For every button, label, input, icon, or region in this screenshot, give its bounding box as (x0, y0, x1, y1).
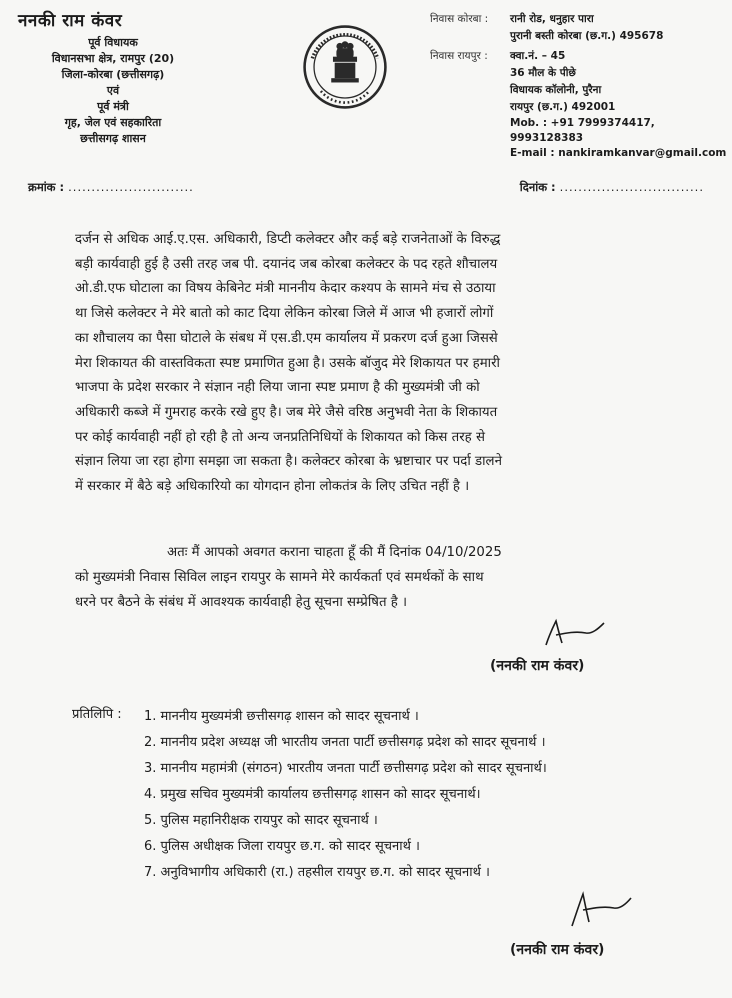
email-address: E-mail : nankiramkanvar@gmail.com (510, 147, 727, 159)
body-line: भाजपा के प्रदेश सरकार ने संज्ञान नही लिया जाना स्पष्ट प्रमाण है की मुख्यमंत्री जी को (75, 380, 480, 396)
address-korba-line1: रानी रोड, धनुहार पारा (510, 13, 594, 25)
body-line: था जिसे कलेक्टर ने मेरे बातो को काट दिया लेकिन कोरबा जिले में आज भी हजारों लोगों (75, 306, 494, 322)
signature-icon-2 (566, 888, 636, 932)
kramank-dots: ........................... (68, 180, 194, 194)
body-line: अधिकारी कब्जे में गुमराह करके रखे हुए है। जब मेरे जैसे वरिष्ठ अनुभवी नेता के शिकायत (75, 404, 498, 420)
closing-line: अतः मैं आपको अवगत कराना चाहता हूँ की मैं दिनांक 04/10/2025 (167, 545, 502, 560)
signature-name-2: (ननकी राम कंवर) (510, 942, 605, 958)
closing-line: को मुख्यमंत्री निवास सिविल लाइन रायपुर के सामने मेरे कार्यकर्ता एवं समर्थकों के साथ (75, 570, 484, 585)
letterhead-line: छत्तीसगढ़ शासन (80, 132, 146, 145)
address-raipur-line1: क्वा.नं. – 45 (510, 50, 566, 62)
copy-item: 6. पुलिस अधीक्षक जिला रायपुर छ.ग. को सादर सूचनार्थ । (144, 839, 420, 854)
letterhead-line: जिला-कोरबा (छत्तीसगढ़) (61, 68, 165, 81)
closing-line: धरने पर बैठने के संबंध में आवश्यक कार्यवाही हेतु सूचना सम्प्रेषित है । (75, 595, 408, 610)
letter-closing (75, 540, 695, 615)
copy-item: 2. माननीय प्रदेश अध्यक्ष जी भारतीय जनता पार्टी छत्तीसगढ़ प्रदेश को सादर सूचनार्थ । (144, 735, 546, 750)
dinank-label: दिनांक : (519, 180, 556, 194)
body-line: पर कोई कार्यवाही नहीं हो रही है तो अन्य जनप्रतिनिधियों के शिकायत को किस तरह से (75, 429, 485, 445)
copy-item: 4. प्रमुख सचिव मुख्यमंत्री कार्यालय छत्तीसगढ़ शासन को सादर सूचनार्थ। (144, 787, 481, 802)
address-raipur-line4: रायपुर (छ.ग.) 492001 (510, 101, 616, 113)
body-line: ओ.डी.एफ घोटाला का विषय केबिनेट मंत्री माननीय केदार कश्यप के सामने मंच से उठाया (75, 281, 496, 297)
body-line: मेरा शिकायत की वास्तविकता स्पष्ट प्रमाणित हुआ है। उसके बॉजुद मेरे शिकायत पर हमारी (75, 355, 500, 371)
letterhead-name: ननकी राम कंवर (18, 11, 123, 31)
kramank-label: क्रमांक : (28, 180, 65, 194)
address-raipur-label: निवास रायपुर : (430, 50, 488, 62)
copy-item: 5. पुलिस महानिरीक्षक रायपुर को सादर सूचनार्थ । (144, 813, 378, 828)
copy-list (144, 704, 547, 886)
body-line: संज्ञान लिया जा रहा होगा समझा जा सकता है। कलेक्टर कोरबा के भ्रष्टाचार पर पर्दा डालने (75, 454, 502, 470)
address-korba-label: निवास कोरबा : (430, 13, 489, 25)
letterhead-line: एवं (106, 84, 120, 97)
copy-item: 3. माननीय महामंत्री (संगठन) भारतीय जनता पार्टी छत्तीसगढ़ प्रदेश को सादर सूचनार्थ। (144, 761, 547, 776)
dinank-dots: ............................... (559, 180, 704, 194)
letterhead-line: पूर्व मंत्री (97, 100, 129, 113)
address-raipur-line3: विधायक कॉलोनी, पुरैना (510, 84, 602, 96)
letterhead-line: गृह, जेल एवं सहकारिता (64, 116, 162, 129)
address-korba-line2: पुरानी बस्ती कोरबा (छ.ग.) 495678 (510, 30, 664, 42)
copy-item: 7. अनुविभागीय अधिकारी (रा.) तहसील रायपुर छ.ग. को सादर सूचनार्थ । (144, 865, 490, 880)
copy-item: 1. माननीय मुख्यमंत्री छत्तीसगढ़ शासन को सादर सूचनार्थ । (144, 709, 419, 724)
signature-name: (ननकी राम कंवर) (490, 658, 585, 674)
letterhead-line: पूर्व विधायक (88, 36, 138, 49)
letter-body (75, 228, 685, 500)
body-line: में सरकार में बैठे बड़े अधिकारियो का योगदान होना लोकतंत्र के लिए उचित नहीं है । (75, 479, 470, 495)
signature-icon (540, 615, 610, 655)
copy-label: प्रतिलिपि : (72, 707, 122, 722)
letterhead-right (430, 10, 730, 161)
body-line: बड़ी कार्यवाही हुई है उसी तरह जब पी. दयानंद जब कोरबा कलेक्टर के पद रहते शौचालय (75, 256, 498, 272)
address-raipur-line2: 36 मौल के पीछे (510, 67, 576, 79)
state-emblem-seal-icon (302, 24, 388, 110)
body-line: दर्जन से अधिक आई.ए.एस. अधिकारी, डिप्टी कलेक्टर और कई बड़े राजनेताओं के विरुद्ध (75, 232, 501, 247)
body-line: का शौचालय का पैसा घोटाले के संबध में एस.डी.एम कार्यालय में प्रकरण दर्ज हुआ जिससे (75, 330, 498, 346)
mobile-number: Mob. : +91 7999374417, 9993128383 (510, 117, 655, 144)
letterhead-left (18, 8, 208, 147)
letterhead-line: विधानसभा क्षेत्र, रामपुर (20) (51, 52, 175, 65)
